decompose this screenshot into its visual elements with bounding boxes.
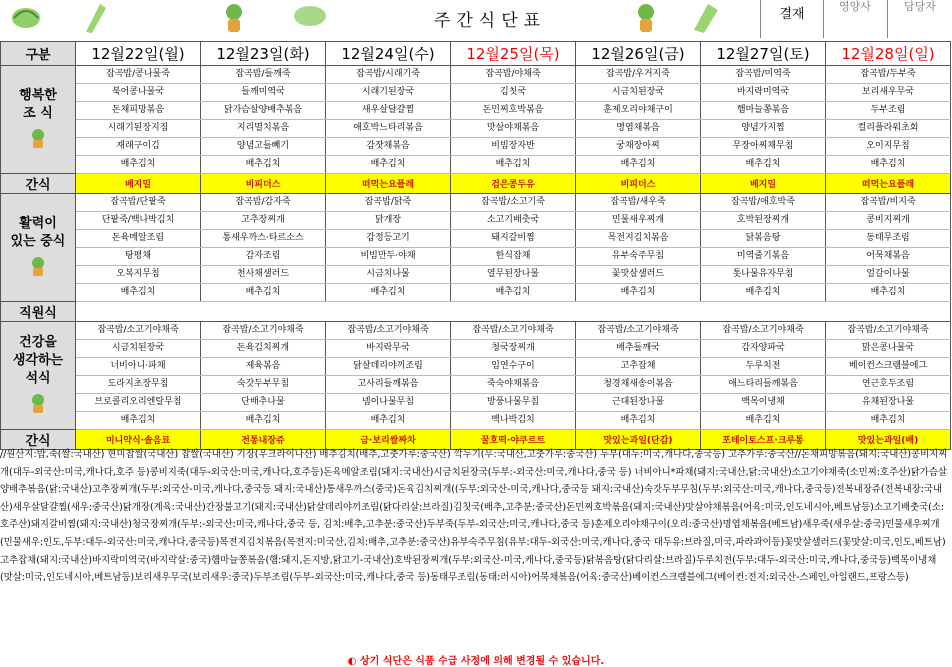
menu-item: 배추김치 <box>326 284 451 302</box>
menu-item: 닭가슴살양배추볶음 <box>201 102 326 120</box>
menu-item: 잡곡밥/감자죽 <box>201 194 326 212</box>
snack-item: 베지밀 <box>76 174 201 194</box>
page-title: 주간식단표 <box>433 11 547 31</box>
menu-item: 배추김치 <box>201 156 326 174</box>
menu-row <box>1 156 951 174</box>
menu-item: 고사리들깨볶음 <box>326 376 451 394</box>
snack-item: 비피더스 <box>201 174 326 194</box>
menu-item: 배추들깨국 <box>576 340 701 358</box>
menu-item: 북어콩나물국 <box>76 84 201 102</box>
menu-item: 도라지초장무침 <box>76 376 201 394</box>
menu-item: 잡곡밥/미역죽 <box>701 66 826 84</box>
menu-item: 배추김치 <box>701 284 826 302</box>
menu-item: 목전지김치볶음 <box>576 230 701 248</box>
menu-row <box>1 412 951 430</box>
menu-item: 동태무조림 <box>826 230 951 248</box>
menu-item: 오복지무침 <box>76 266 201 284</box>
menu-item: 배추김치 <box>576 284 701 302</box>
day-header: 12월23일(화) <box>201 42 326 66</box>
menu-item: 배추김치 <box>576 156 701 174</box>
menu-item: 잡곡밥/소고기야채죽 <box>826 322 951 340</box>
menu-item: 감잣채볶음 <box>326 138 451 156</box>
day-header: 12월26일(금) <box>576 42 701 66</box>
menu-item: 양념가지찜 <box>701 120 826 138</box>
day-header: 12월22일(월) <box>76 42 201 66</box>
menu-item: 애느타리들깨볶음 <box>701 376 826 394</box>
menu-item: 유부숙주무침 <box>576 248 701 266</box>
menu-item: 무장아찌채무침 <box>701 138 826 156</box>
section-name: 석식 <box>25 370 51 386</box>
menu-item: 들깨미역국 <box>201 84 326 102</box>
section-name: 있는 중식 <box>10 233 66 249</box>
menu-item: 바지락미역국 <box>701 84 826 102</box>
menu-item: 잡곡밥/우거지죽 <box>576 66 701 84</box>
menu-item: 방풍나물무침 <box>451 394 576 412</box>
menu-item: 배추김치 <box>576 412 701 430</box>
menu-item: 배추김치 <box>201 284 326 302</box>
snack-item: 떠먹는요플레 <box>326 174 451 194</box>
menu-item: 시래기된장국 <box>326 84 451 102</box>
menu-item: 너비아니·파채 <box>76 358 201 376</box>
vegetable-icon <box>290 0 330 34</box>
snack-item: 떠먹는요플레 <box>826 174 951 194</box>
vegetable-icon <box>76 0 116 34</box>
staff-meal-row <box>1 302 951 322</box>
menu-item: 시금치된장국 <box>576 84 701 102</box>
snack-item: 금·보리쌀짜차 <box>326 430 451 450</box>
header-row <box>1 42 951 66</box>
snack-item: 꿀호떡·야쿠르트 <box>451 430 576 450</box>
menu-item: 김칫국 <box>451 84 576 102</box>
menu-item: 통새우까스·타르소스 <box>201 230 326 248</box>
menu-item: 잡곡밥/시래기죽 <box>326 66 451 84</box>
menu-item: 감자조림 <box>201 248 326 266</box>
approver-dietitian: 영양사 <box>823 0 888 38</box>
section-header: 구분 <box>1 42 76 66</box>
menu-item: 시금치나물 <box>326 266 451 284</box>
menu-item: 얼갈이나물 <box>826 266 951 284</box>
snack-item: 포테이토스프·크루통 <box>701 430 826 450</box>
menu-item: 청경채새송이볶음 <box>576 376 701 394</box>
day-header: 12월24일(수) <box>326 42 451 66</box>
menu-item: 잡곡밥/비지죽 <box>826 194 951 212</box>
menu-item: 잡곡밥/들깨죽 <box>201 66 326 84</box>
menu-row <box>1 194 951 212</box>
weekly-menu-table <box>0 41 951 450</box>
menu-row <box>1 284 951 302</box>
menu-item: 잡곡밥/야채죽 <box>451 66 576 84</box>
menu-row <box>1 394 951 412</box>
menu-item: 맑은콩나물국 <box>826 340 951 358</box>
menu-item: 새우살달걀찜 <box>326 102 451 120</box>
menu-row <box>1 322 951 340</box>
menu-row <box>1 120 951 138</box>
menu-item: 임연수구이 <box>451 358 576 376</box>
menu-item: 배추김치 <box>326 412 451 430</box>
menu-item: 소고기배춧국 <box>451 212 576 230</box>
menu-item: 고추장찌개 <box>201 212 326 230</box>
menu-item: 훈제오리야채구이 <box>576 102 701 120</box>
snack-label: 간식 <box>1 430 76 450</box>
menu-item: 탕평채 <box>76 248 201 266</box>
menu-item: 근대된장나물 <box>576 394 701 412</box>
menu-item: 감정등고기 <box>326 230 451 248</box>
menu-item: 잡곡밥/콩나물죽 <box>76 66 201 84</box>
dinner-section <box>1 322 951 430</box>
menu-item: 맛살야채볶음 <box>451 120 576 138</box>
approval-box <box>760 0 952 38</box>
snack-item: 비피더스 <box>576 174 701 194</box>
menu-item: 민물새우찌개 <box>576 212 701 230</box>
menu-item: 시래기된장지짐 <box>76 120 201 138</box>
menu-row <box>1 340 951 358</box>
menu-item: 애호박느타리볶음 <box>326 120 451 138</box>
menu-row <box>1 102 951 120</box>
menu-item: 베이컨스크램블에그 <box>826 358 951 376</box>
menu-item: 닭개장 <box>326 212 451 230</box>
mascot-icon <box>27 255 49 277</box>
menu-item: 잡곡밥/소고기야채죽 <box>201 322 326 340</box>
menu-item: 배추김치 <box>701 156 826 174</box>
menu-item: 지리멸치볶음 <box>201 120 326 138</box>
snack-item: 전통내장쥬 <box>201 430 326 450</box>
menu-item: 보리새우무국 <box>826 84 951 102</box>
day-header: 12월27일(토) <box>701 42 826 66</box>
lunch-section <box>1 194 951 302</box>
menu-item: 열무된장나물 <box>451 266 576 284</box>
menu-item: 꽃맛살샐러드 <box>576 266 701 284</box>
lunch-label <box>1 194 76 302</box>
section-name: 활력이 <box>19 215 57 231</box>
approver-manager: 담당자 <box>904 0 936 13</box>
menu-item: 돈채피망볶음 <box>76 102 201 120</box>
menu-item: 천사채샐러드 <box>201 266 326 284</box>
menu-item: 잡곡밥/닭죽 <box>326 194 451 212</box>
mascot-icon <box>27 392 49 414</box>
menu-item: 오이지무침 <box>826 138 951 156</box>
menu-item: 햄마늘쫑볶음 <box>701 102 826 120</box>
menu-item: 감자양파국 <box>701 340 826 358</box>
menu-item: 잡곡밥/소고기야채죽 <box>576 322 701 340</box>
menu-item: 닭살데리야끼조림 <box>326 358 451 376</box>
menu-row <box>1 66 951 84</box>
menu-item: 배추김치 <box>451 156 576 174</box>
snack-item: 미니약식·솔음료 <box>76 430 201 450</box>
menu-item: 배추김치 <box>701 412 826 430</box>
menu-item: 두루치전 <box>701 358 826 376</box>
menu-item: 유채된장나물 <box>826 394 951 412</box>
character-icon <box>626 0 666 34</box>
menu-item: 잡곡밥/소고기야채죽 <box>326 322 451 340</box>
mascot-icon <box>27 127 49 149</box>
menu-item: 잡곡밥/단팥죽 <box>76 194 201 212</box>
snack-item: 맛있는과일(배) <box>826 430 951 450</box>
menu-item: 단배추나물 <box>201 394 326 412</box>
menu-item: 미역줄기볶음 <box>701 248 826 266</box>
menu-item: 호박된장찌개 <box>701 212 826 230</box>
menu-item: 배추김치 <box>76 156 201 174</box>
menu-item: 배추김치 <box>201 412 326 430</box>
menu-row <box>1 248 951 266</box>
menu-item: 배추김치 <box>76 412 201 430</box>
menu-item: 백목이냉채 <box>701 394 826 412</box>
menu-row <box>1 138 951 156</box>
menu-item: 백나박김치 <box>451 412 576 430</box>
menu-item: 배추김치 <box>326 156 451 174</box>
staff-meal-cell <box>76 302 951 322</box>
menu-item: 컬리플라워초회 <box>826 120 951 138</box>
menu-item: 청국장찌개 <box>451 340 576 358</box>
approval-label: 결재 <box>761 0 824 38</box>
menu-row <box>1 230 951 248</box>
character-icon <box>214 0 254 34</box>
menu-item: 브로콜리오리엔탈무침 <box>76 394 201 412</box>
origin-notes: //원산지:밥,죽(쌀:국내산) 현미찹쌀(국내산) 찹쌀(국내산) 기장(우크라이나산) 배추김치(배추,고춧가루:중국산) 깍두기(무:국내산,고춧가루:중국산) 두부(대두:미국,캐나다,중국등) 고추가루:중국산//돈채피망볶음(돼지:국내산)콩비지찌개(대두-외국산:미국,캐나다,호주 등)콩비지죽(대두-외국산:미국,캐나다,호주등)돈육메알조림(돼지:국내산)시금치된장국(두부:-외국산:미국,캐나다,중국 등) 너비아니*파채(돼지:국내산,닭:국내산)소고기야채죽(소민찌:호주산)닭가슴살양배추볶음(닭:국내산)고추장찌개(두부:외국산-미국,캐나다,중국등 돼지:국내산)통새우까스(중국)돈육김치찌개((두부:외국산-미국,캐나다,중국등 돼지:국내산)숙갓두부무침(두부:외국산:미국,캐나다,중국등)전복내장쥬(전복내장:국내산)새우살달걀찜(새우:중국산)닭개장(계육:국내산)간장불고기(돼지:국내산)닭살데리야끼조림(닭다리살:브라질)김칫국(배추,고추분:중국산)돈민찌호박볶음(돼지:국내산)맛살야채볶음(어육:미국,인도네시아,베트남등)소고기배춧국(소:호주산)돼지갈비찜(돼지:국내산)청국장찌개(두부:-외국산:미국,캐나다,중국 등, 김치:배추,고추분:중국산)두부죽(두부-외국산:미국,캐나다,중국 등)훈제오리야채구이(오리:중국산)명엽채볶음(베트남)새우죽(새우살:중국)민물새우찌개(민물새우:인도,두부:대두-외국산:미국,캐나다,중국등)목전지김치볶음(목전지:미국산,김치:배추,고추분:중국산)유부숙주무침(유부:대두-외국산:미국,캐나다,중국 대두유:브라질,미국,파라과이등)꽃맛살샐러드(꽃맛살:미국,인도,베트남)고추잡채(돼지:국내산)바지락미역국(바지락살:중국)햄마늘쫑볶음(햄:돼지,돈지방,닭고기-국내산)호박된장찌개(두부:외국산-미국,캐나다,중국등)닭볶음탕(닭다리살:브라질)두루치전(두부:대두-외국산:미국,캐나다,중국등)백목이냉채(맛살:미국,인도네시아,베트남등)보리새우무국(보리새우:중국)두부조림(두부-외국산:미국,캐나다,중국 등)동태무조림(동태:러시아)어묵채볶음(어육:중국산)베이컨스크램블에그(베이컨:전지:외국산-스페인,아일랜드,프랑스등) <box>0 449 948 584</box>
day-header-holiday: 12월28일(일) <box>826 42 951 66</box>
menu-row <box>1 376 951 394</box>
menu-item: 잡곡밥/소고기죽 <box>451 194 576 212</box>
menu-item: 한식잡채 <box>451 248 576 266</box>
menu-item: 단팥죽/백나박김치 <box>76 212 201 230</box>
menu-item: 배추김치 <box>826 412 951 430</box>
menu-item: 두부조림 <box>826 102 951 120</box>
snack-item: 맛있는과일(단감) <box>576 430 701 450</box>
snack-item: 베지밀 <box>701 174 826 194</box>
snack-label: 간식 <box>1 174 76 194</box>
menu-item: 배추김치 <box>76 284 201 302</box>
menu-item: 배추김치 <box>826 284 951 302</box>
menu-item: 연근호두조림 <box>826 376 951 394</box>
breakfast-label <box>1 66 76 174</box>
staff-meal-label: 직원식 <box>1 302 76 322</box>
menu-item: 비빔장자반 <box>451 138 576 156</box>
menu-item: 명엽채볶음 <box>576 120 701 138</box>
menu-item: 잡곡밥/두부죽 <box>826 66 951 84</box>
breakfast-section <box>1 66 951 174</box>
day-header-holiday: 12월25일(목) <box>451 42 576 66</box>
snack-item: 검은콩두유 <box>451 174 576 194</box>
menu-row <box>1 212 951 230</box>
menu-item: 숙갓두부무침 <box>201 376 326 394</box>
section-name: 조 식 <box>23 105 53 121</box>
dinner-label <box>1 322 76 430</box>
menu-item: 재래구이김 <box>76 138 201 156</box>
menu-item: 제육볶음 <box>201 358 326 376</box>
menu-item: 콩비지찌개 <box>826 212 951 230</box>
menu-item: 닭볶음탕 <box>701 230 826 248</box>
menu-item: 배추김치 <box>451 284 576 302</box>
vegetable-icon <box>6 0 46 34</box>
menu-item: 잡곡밥/애호박죽 <box>701 194 826 212</box>
menu-item: 잡곡밥/소고기야채죽 <box>451 322 576 340</box>
section-name: 행복한 <box>19 87 57 103</box>
menu-item: 잡곡밥/새우죽 <box>576 194 701 212</box>
menu-item: 돈민찌호박볶음 <box>451 102 576 120</box>
snack-row <box>1 174 951 194</box>
menu-item: 어묵채볶음 <box>826 248 951 266</box>
vegetable-icon <box>686 0 726 34</box>
menu-item: 비빔만두·야채 <box>326 248 451 266</box>
section-name: 건강을 <box>19 334 57 350</box>
menu-item: 잡곡밥/소고기야채죽 <box>701 322 826 340</box>
menu-item: 돈육메알조림 <box>76 230 201 248</box>
section-name: 생각하는 <box>12 352 64 368</box>
menu-item: 죽숙야채볶음 <box>451 376 576 394</box>
menu-item: 돈육김치찌개 <box>201 340 326 358</box>
menu-item: 시금치된장국 <box>76 340 201 358</box>
menu-item: 잡곡밥/소고기야채죽 <box>76 322 201 340</box>
menu-item: 궁채장아찌 <box>576 138 701 156</box>
menu-row <box>1 266 951 284</box>
menu-item: 넴이나물무침 <box>326 394 451 412</box>
menu-item: 양념고들빼기 <box>201 138 326 156</box>
footer-notice: ◐ 상기 식단은 식품 수급 사정에 의해 변경될 수 있습니다. <box>347 656 605 667</box>
menu-item: 톳나물유자무침 <box>701 266 826 284</box>
menu-row <box>1 358 951 376</box>
top-banner <box>0 0 952 40</box>
menu-row <box>1 84 951 102</box>
menu-item: 고추잡채 <box>576 358 701 376</box>
menu-item: 돼지갈비찜 <box>451 230 576 248</box>
menu-item: 배추김치 <box>826 156 951 174</box>
menu-item: 바지락무국 <box>326 340 451 358</box>
